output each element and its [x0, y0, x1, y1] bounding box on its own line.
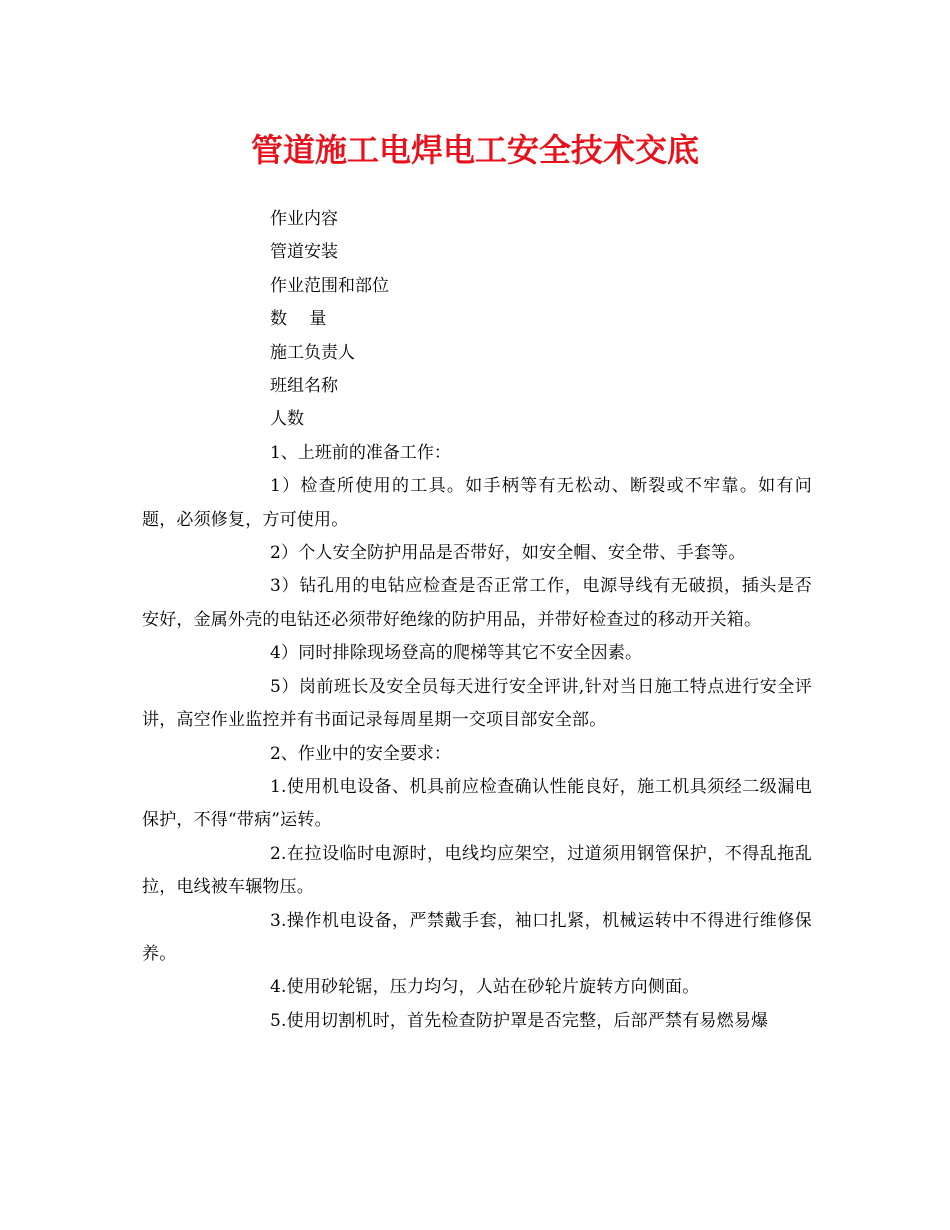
- section-item: 4）同时排除现场登高的爬梯等其它不安全因素。: [270, 643, 643, 664]
- field-work-content: 作业内容: [270, 209, 338, 229]
- section-item: 2）个人安全防护用品是否带好，如安全帽、安全带、手套等。: [270, 543, 746, 564]
- section-item: 3.操作机电设备，严禁戴手套，袖口扎紧，机械运转中不得进行维修保养。: [142, 910, 812, 964]
- document-title: 管道施工电焊电工安全技术交底: [250, 131, 699, 169]
- section-item: 1.使用机电设备、机具前应检查确认性能良好，施工机具须经二级漏电保护，不得“带病”运转。: [142, 776, 812, 831]
- section-item: 4.使用砂轮锯，压力均匀，人站在砂轮片旋转方向侧面。: [270, 977, 700, 998]
- section-item: 5）岗前班长及安全员每天进行安全评讲,针对当日施工特点进行安全评讲，高空作业监控并有书面记录每周星期一交项目部安全部。: [142, 676, 812, 731]
- document-body: [142, 203, 812, 1038]
- section-item: 1）检查所使用的工具。如手柄等有无松动、断裂或不牢靠。如有问题，必须修复，方可使用。: [142, 476, 812, 530]
- section-item: 2.在拉设临时电源时，电线均应架空，过道须用钢管保护，不得乱拖乱拉，电线被车辗物压。: [142, 843, 812, 898]
- section-heading: 2、作业中的安全要求：: [270, 743, 451, 764]
- section-item: 3）钻孔用的电钻应检查是否正常工作，电源导线有无破损，插头是否安好，金属外壳的电钻还必须带好绝缘的防护用品，并带好检查过的移动开关箱。: [142, 576, 812, 630]
- field-pipe-installation: 管道安装: [270, 242, 338, 263]
- field-headcount: 人数: [270, 409, 304, 430]
- field-construction-leader: 施工负责人: [270, 342, 355, 363]
- section-heading: 1、上班前的准备工作：: [270, 442, 451, 463]
- section-item: 5.使用切割机时，首先检查防护罩是否完整，后部严禁有易燃易爆: [270, 1010, 769, 1031]
- field-quantity: 数 量: [270, 309, 327, 330]
- field-work-scope: 作业范围和部位: [270, 275, 389, 296]
- field-team-name: 班组名称: [270, 376, 338, 397]
